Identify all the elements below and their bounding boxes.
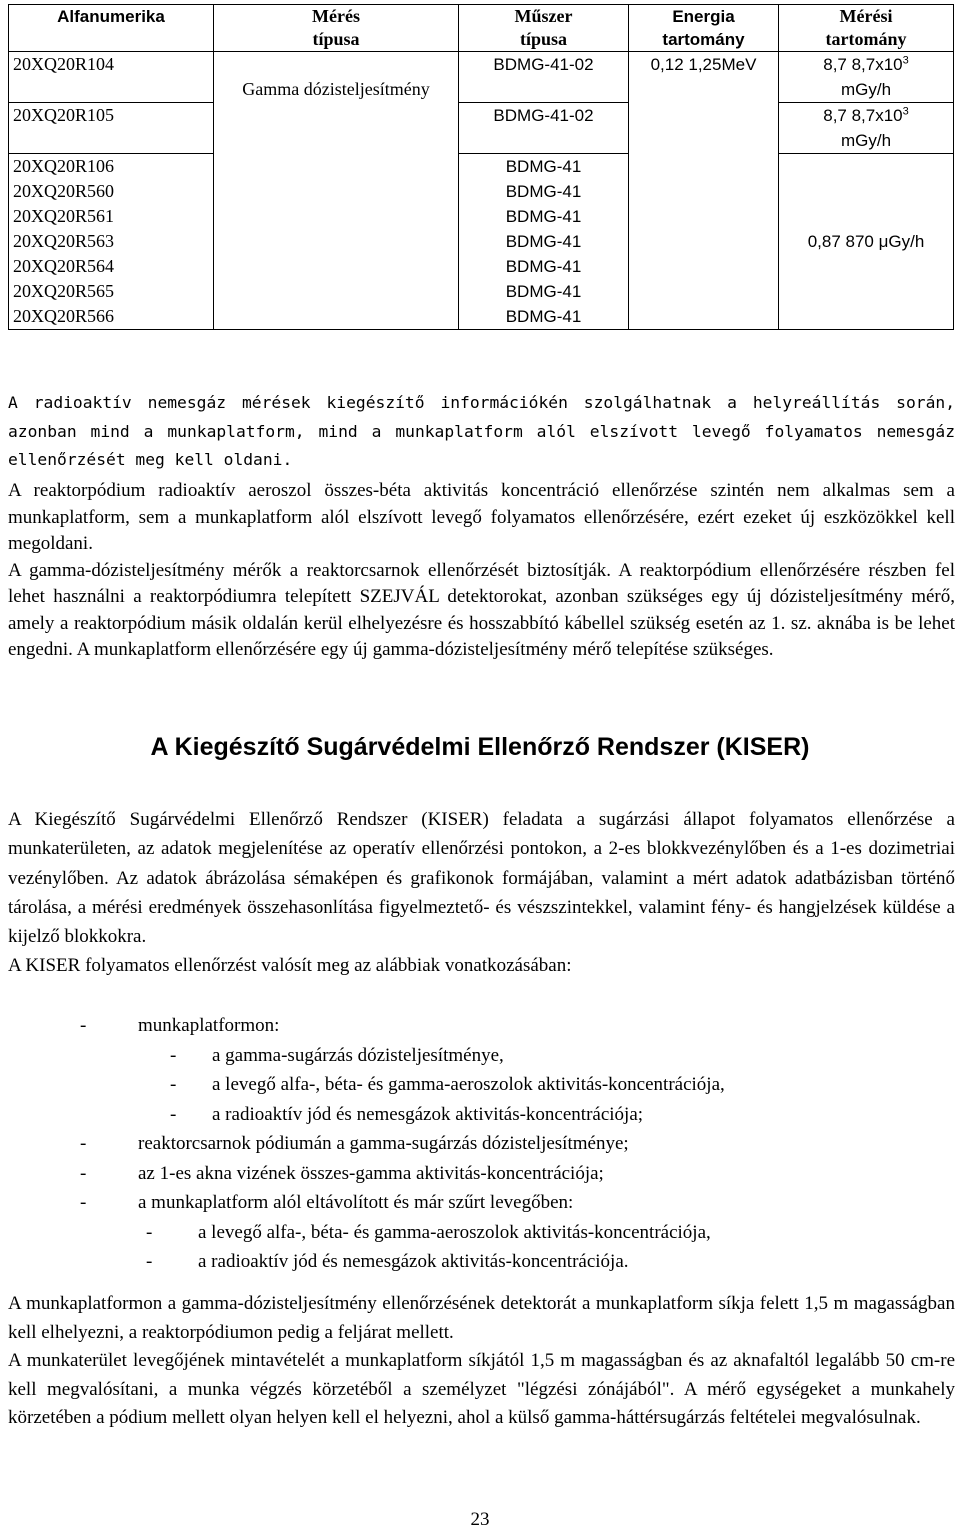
- list-item: - az 1-es akna vizének összes-gamma aktivitás-koncentrációja;: [80, 1162, 604, 1184]
- list-item: - munkaplatformon:: [80, 1015, 280, 1036]
- instrument-cell: BDMG-41: [459, 254, 629, 279]
- instrument-cell: BDMG-41: [459, 204, 629, 229]
- list-item: - reaktorcsarnok pódiumán a gamma-sugárzás dózisteljesítménye;: [80, 1133, 629, 1154]
- header-measurement-range: Mérési tartomány: [779, 5, 954, 52]
- measurement-type-cell: Gamma dózisteljesítmény: [214, 52, 459, 330]
- row-id: 20XQ20R563: [9, 229, 214, 254]
- monitoring-list: [8, 1011, 955, 1277]
- list-item: - a radioaktív jód és nemesgázok aktivitás-koncentrációja.: [146, 1251, 629, 1272]
- table-row: [9, 52, 954, 103]
- paragraph-detector: A munkaplatformon a gamma-dózisteljesítmény ellenőrzésének detektorát a munkaplatform síkja felett 1,5 m magasságban kell elhelyezni, a reaktorpódiumon pedig a feljárat mellett.: [8, 1293, 955, 1343]
- instrument-cell: BDMG-41: [459, 304, 629, 330]
- row-id: 20XQ20R566: [9, 304, 214, 330]
- row-id: 20XQ20R106: [9, 154, 214, 180]
- row-id: 20XQ20R565: [9, 279, 214, 304]
- row-id: 20XQ20R104: [9, 52, 214, 103]
- list-item: - a gamma-sugárzás dózisteljesítménye,: [170, 1044, 504, 1066]
- row-id: 20XQ20R105: [9, 103, 214, 154]
- paragraph-kiser: A Kiegészítő Sugárvédelmi Ellenőrző Rendszer (KISER) feladata a sugárzási állapot folyamatos ellenőrzése a munkaterületen, az adatok megjelenítése az operatív ellenőrzési pontokon, a 2-es blokkvezénylőben és a 1-es dozimetriai vezénylőben. Az adatok ábrázolása sémaképen és grafikonok formájában, valamint a mért adatok adatbázisban történő tárolása, a mérési eredmények összehasonlítása figyelmeztető- és vészszintekkel, valamint fény- és hangjelzések küldése a kijelző blokkokra.: [8, 809, 955, 948]
- table-row: [9, 103, 954, 154]
- instrument-cell: BDMG-41-02: [459, 52, 629, 103]
- instrument-cell: BDMG-41: [459, 229, 629, 254]
- list-intro: A KISER folyamatos ellenőrzést valósít meg az alábbiak vonatkozásában:: [8, 955, 572, 977]
- list-item: - a munkaplatform alól eltávolított és már szűrt levegőben:: [80, 1192, 574, 1213]
- section-heading: A Kiegészítő Sugárvédelmi Ellenőrző Rendszer (KISER): [150, 733, 810, 761]
- range-cell: 8,7 $8,7x10^3$ mGy/h: [779, 103, 954, 154]
- paragraph-air: A munkaterület levegőjének mintavételét a munkaplatform síkjától 1,5 m magasságban és az aknafaltól legalább 50 cm-re kell megvalósítani, a munka végzés körzetéből a személyzet "légzési zónájából". A mérő egységeket a munkahely körzetében a pódium mellett olyan helyen kell el helyezni, ahol a külső gamma-háttérsugárzás feltételei megvalósulnak.: [8, 1350, 955, 1428]
- header-alphanumeric: Alfanumerika: [9, 5, 214, 52]
- instrument-cell: BDMG-41-02: [459, 103, 629, 154]
- intro-paragraph: A radioaktív nemesgáz mérések kiegészítő információkén szolgálhatnak a helyreállítás során, azonban mind a munkaplatform, mind a munkaplatform alól elszívott levegő folyamatos nemesgáz ellenőrzését meg kell oldani.: [8, 393, 955, 469]
- table-header-row: [9, 5, 954, 52]
- table-row: [9, 154, 954, 180]
- body-block-3: [8, 1290, 955, 1433]
- paragraph-gamma: A gamma-dózisteljesítmény mérők a reaktorcsarnok ellenőrzését biztosítják. A reaktorpódium ellenőrzésére részben fel lehet használni a reaktorpódiumra telepített SZEJVÁL detektorokat, azonban szükséges egy új dózisteljesítmény mérő, amely a reaktorpódium másik oldalán kerül elhelyezésre és hosszabbító kábellel szükség esetén az 1. sz. aknába is be lehet engedni. A munkaplatform ellenőrzésére egy új gamma-dózisteljesítmény mérő telepítése szükséges.: [8, 559, 955, 660]
- header-instrument-type: Műszer típusa: [459, 5, 629, 52]
- row-id: 20XQ20R561: [9, 204, 214, 229]
- measurement-table: [8, 4, 954, 330]
- row-id: 20XQ20R564: [9, 254, 214, 279]
- body-block-1: [8, 478, 955, 664]
- range-cell: 8,7 $8,7x10^3$ mGy/h: [779, 52, 954, 103]
- instrument-cell: BDMG-41: [459, 179, 629, 204]
- instrument-cell: BDMG-41: [459, 154, 629, 180]
- list-item: - a levegő alfa-, béta- és gamma-aeroszolok aktivitás-koncentrációja,: [170, 1074, 725, 1095]
- header-energy-range: Energia tartomány: [629, 5, 779, 52]
- list-item: - a radioaktív jód és nemesgázok aktivitás-koncentrációja;: [170, 1103, 644, 1125]
- range-micro-cell: 0,87 870 μGy/h: [779, 154, 954, 330]
- page-number: 23: [470, 1509, 490, 1530]
- header-measurement-type: Mérés típusa: [214, 5, 459, 52]
- body-block-2: [8, 805, 955, 981]
- energy-cell: 0,12 1,25MeV: [629, 52, 779, 330]
- list-item: - a levegő alfa-, béta- és gamma-aeroszolok aktivitás-koncentrációja,: [146, 1221, 711, 1243]
- row-id: 20XQ20R560: [9, 179, 214, 204]
- instrument-cell: BDMG-41: [459, 279, 629, 304]
- paragraph-reactor-aerosol: A reaktorpódium radioaktív aeroszol összes-béta aktivitás koncentráció ellenőrzése szintén nem alkalmas sem a munkaplatform, sem a munkaplatform alól elszívott levegő folyamatos ellenőrzésére, ezért ezeket új eszközökkel kell megoldani.: [8, 480, 955, 554]
